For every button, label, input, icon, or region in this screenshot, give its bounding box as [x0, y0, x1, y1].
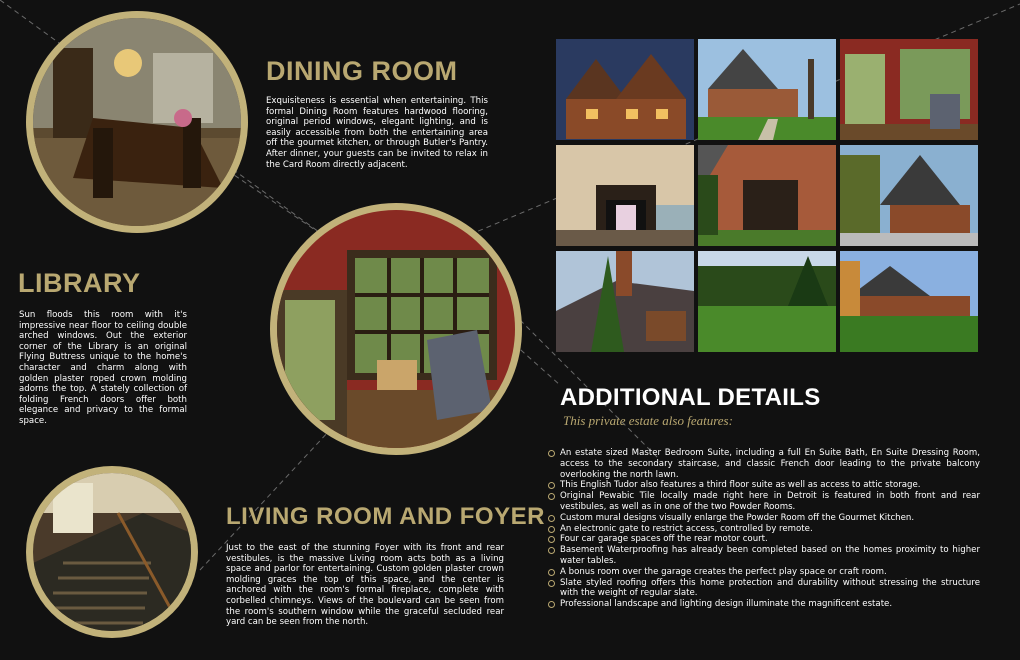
bullet-circle-icon — [548, 526, 555, 533]
detail-item: An electronic gate to restrict access, controlled by remote. — [546, 524, 980, 535]
dining-room-photo — [26, 11, 248, 233]
detail-item: Basement Waterproofing has already been completed based on the homes proximity to higher water tables. — [546, 545, 980, 567]
bullet-circle-icon — [548, 580, 555, 587]
bullet-circle-icon — [548, 493, 555, 500]
library-title: LIBRARY — [18, 268, 141, 298]
living-room-photo — [26, 466, 198, 638]
living-room-description: Just to the east of the stunning Foyer with its front and rear vestibules, is the massive Living room acts both as a living space and parlor for entertaining. Custom golden plaster crown molding graces the top of this space, and the center is anchored with the room's formal fireplace, complete with corbelled chimneys. Views of the boulevard can be seen from the room's southern window while the graceful secluded rear yard can be seen from the north. — [226, 543, 504, 628]
bullet-circle-icon — [548, 569, 555, 576]
detail-item: Custom mural designs visually enlarge the Powder Room off the Gourmet Kitchen. — [546, 513, 980, 524]
library-photo — [270, 203, 522, 455]
backyard-photo-1 — [698, 251, 836, 352]
living-room-title: LIVING ROOM AND FOYER — [226, 503, 545, 530]
backyard-photo-2 — [840, 251, 978, 352]
exterior-photo-5 — [556, 251, 694, 352]
bullet-circle-icon — [548, 450, 555, 457]
library-description: Sun floods this room with it's impressive near floor to ceiling double arched windows. Out the exterior corner of the Library is an original Flying Buttress unique to the home's character and charm along with golden plaster roped crown molding adorns the top. A stately collection of folding French doors offer both elegance and privacy to the formal space. — [19, 310, 187, 426]
bullet-circle-icon — [548, 547, 555, 554]
detail-item: A bonus room over the garage creates the perfect play space or craft room. — [546, 567, 980, 578]
interior-photo-1 — [840, 39, 978, 140]
bullet-circle-icon — [548, 515, 555, 522]
detail-item: This English Tudor also features a third floor suite as well as access to attic storage. — [546, 480, 980, 491]
additional-details-title: ADDITIONAL DETAILS — [560, 384, 821, 411]
exterior-photo-4 — [840, 145, 978, 246]
additional-details-subtitle: This private estate also features: — [563, 413, 733, 428]
detail-item: An estate sized Master Bedroom Suite, including a full En Suite Bath, En Suite Dressing Room, access to the secondary staircase, and classic French door leading to the private balcony overlooking the north lawn. — [546, 448, 980, 480]
exterior-photo-1 — [556, 39, 694, 140]
dining-room-title: DINING ROOM — [266, 56, 458, 86]
detail-item: Slate styled roofing offers this home protection and durability without stressing the structure with the weight of regular slate. — [546, 578, 980, 600]
bullet-circle-icon — [548, 482, 555, 489]
detail-item: Original Pewabic Tile locally made right here in Detroit is featured in both front and rear vestibules, as well as in one of the two Powder Rooms. — [546, 491, 980, 513]
interior-photo-2 — [556, 145, 694, 246]
bullet-circle-icon — [548, 601, 555, 608]
exterior-photo-3 — [698, 145, 836, 246]
detail-item: Four car garage spaces off the rear motor court. — [546, 534, 980, 545]
exterior-photo-2 — [698, 39, 836, 140]
additional-details-list — [546, 448, 980, 610]
detail-item: Professional landscape and lighting design illuminate the magnificent estate. — [546, 599, 980, 610]
dining-room-description: Exquisiteness is essential when entertaining. This formal Dining Room features hardwood flooring, original period windows, elegant lighting, and is easily accessible from both the entertaining area off the gourmet kitchen, or through Butler's Pantry. After dinner, your guests can be invited to relax in the Card Room directly adjacent. — [266, 96, 488, 170]
bullet-circle-icon — [548, 536, 555, 543]
